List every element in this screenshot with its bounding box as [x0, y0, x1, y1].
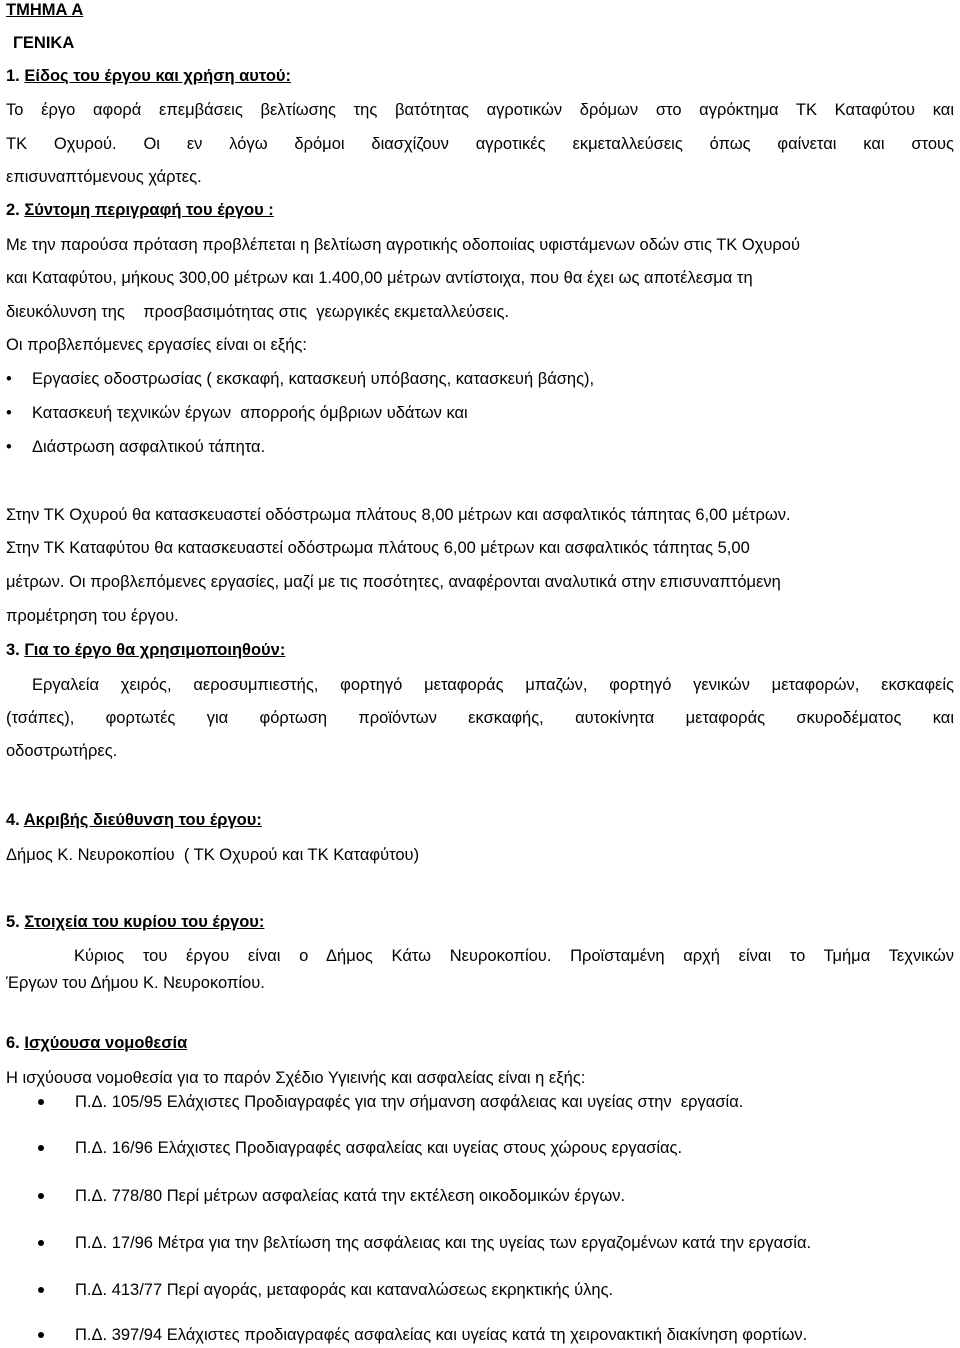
- detail-line: μέτρων. Οι προβλεπόμενες εργασίες, μαζί με τις ποσότητες, αναφέρονται αναλυτικά στην επισυναπτόμενη: [6, 573, 781, 591]
- bullet-icon: [38, 1193, 44, 1199]
- section-4-text: Δήμος Κ. Νευροκοπίου ( ΤΚ Οχυρού και ΤΚ Καταφύτου): [6, 846, 420, 864]
- works-intro: Οι προβλεπόμενες εργασίες είναι οι εξής:: [6, 336, 307, 354]
- bullet-icon: •: [6, 438, 12, 456]
- section-6-intro: Η ισχύουσα νομοθεσία για το παρόν Σχέδιο Υγιεινής και ασφαλείας είναι η εξής:: [6, 1069, 586, 1087]
- section-3-heading: [6, 640, 285, 660]
- law-item: Π.Δ. 397/94 Ελάχιστες προδιαγραφές ασφαλείας και υγείας κατά τη χειρονακτική διακίνηση φορτίων.: [75, 1326, 808, 1344]
- general-heading: ΓΕΝΙΚΑ: [13, 34, 75, 52]
- section-1-line: Το έργο αφορά επεμβάσεις βελτίωσης της βατότητας αγροτικών δρόμων στο αγρόκτημα ΤΚ Καταφύτου και: [6, 101, 954, 119]
- section-3-title: Για το έργο θα χρησιμοποιηθούν:: [24, 641, 286, 659]
- section-4-heading: [6, 810, 262, 830]
- section-5-line: Κύριος του έργου είναι ο Δήμος Κάτω Νευροκοπίου. Προϊσταμένη αρχή είναι το Τμήμα Τεχνικών: [74, 947, 954, 965]
- section-6-title: Ισχύουσα νομοθεσία: [24, 1034, 188, 1052]
- section-1-number: 1.: [6, 67, 20, 85]
- detail-line: προμέτρηση του έργου.: [6, 607, 179, 625]
- work-item: Κατασκευή τεχνικών έργων απορροής όμβριων υδάτων και: [32, 404, 468, 422]
- bullet-icon: [38, 1099, 44, 1105]
- bullet-icon: [38, 1287, 44, 1293]
- section-4-number: 4.: [6, 811, 20, 829]
- detail-line: Στην ΤΚ Οχυρού θα κατασκευαστεί οδόστρωμα πλάτους 8,00 μέτρων και ασφαλτικός τάπητας 6,00 μέτρων.: [6, 506, 791, 524]
- section-3-line: οδοστρωτήρες.: [6, 742, 118, 760]
- section-4-title: Ακριβής διεύθυνση του έργου:: [23, 811, 262, 829]
- section-1-line: επισυναπτόμενους χάρτες.: [6, 168, 202, 186]
- section-2-line: διευκόλυνση της προσβασιμότητας στις γεωργικές εκμεταλλεύσεις.: [6, 303, 510, 321]
- law-item: Π.Δ. 413/77 Περί αγοράς, μεταφοράς και καταναλώσεως εκρηκτικής ύλης.: [75, 1281, 614, 1299]
- detail-line: Στην ΤΚ Καταφύτου θα κατασκευαστεί οδόστρωμα πλάτους 6,00 μέτρων και ασφαλτικός τάπητας 5,00: [6, 539, 750, 557]
- section-6-number: 6.: [6, 1034, 20, 1052]
- section-3-line: Εργαλεία χειρός, αεροσυμπιεστής, φορτηγό μεταφοράς μπαζών, φορτηγό γενικών μεταφορών, εκσκαφείς: [32, 676, 954, 694]
- section-2-line: Με την παρούσα πρόταση προβλέπεται η βελτίωση αγροτικής οδοποιίας υφιστάμενων οδών στις ΤΚ Οχυρού: [6, 236, 800, 254]
- section-2-title: Σύντομη περιγραφή του έργου :: [24, 201, 274, 219]
- section-5-line: Έργων του Δήμου Κ. Νευροκοπίου.: [6, 974, 265, 992]
- bullet-icon: •: [6, 370, 12, 388]
- section-3-number: 3.: [6, 641, 20, 659]
- section-2-number: 2.: [6, 201, 20, 219]
- work-item: Διάστρωση ασφαλτικού τάπητα.: [32, 438, 266, 456]
- section-1-heading: [6, 66, 291, 86]
- section-5-number: 5.: [6, 913, 20, 931]
- section-5-heading: [6, 912, 264, 932]
- section-2-heading: [6, 200, 274, 220]
- bullet-icon: •: [6, 404, 12, 422]
- section-5-title: Στοιχεία του κυρίου του έργου:: [24, 913, 265, 931]
- work-item: Εργασίες οδοστρωσίας ( εκσκαφή, κατασκευή υπόβασης, κατασκευή βάσης),: [32, 370, 595, 388]
- section-1-line: ΤΚ Οχυρού. Οι εν λόγω δρόμοι διασχίζουν αγροτικές εκμεταλλεύσεις όπως φαίνεται και στους: [6, 135, 954, 153]
- bullet-icon: [38, 1145, 44, 1151]
- law-item: Π.Δ. 17/96 Μέτρα για την βελτίωση της ασφάλειας και της υγείας των εργαζομένων κατά την εργασία.: [75, 1234, 812, 1252]
- section-2-line: και Καταφύτου, μήκους 300,00 μέτρων και 1.400,00 μέτρων αντίστοιχα, που θα έχει ως αποτέλεσμα τη: [6, 269, 753, 287]
- section-6-heading: [6, 1033, 187, 1053]
- law-item: Π.Δ. 778/80 Περί μέτρων ασφαλείας κατά την εκτέλεση οικοδομικών έργων.: [75, 1187, 626, 1205]
- law-item: Π.Δ. 16/96 Ελάχιστες Προδιαγραφές ασφαλείας και υγείας στους χώρους εργασίας.: [75, 1139, 683, 1157]
- bullet-icon: [38, 1332, 44, 1338]
- law-item: Π.Δ. 105/95 Ελάχιστες Προδιαγραφές για την σήμανση ασφάλειας και υγείας στην εργασία.: [75, 1093, 744, 1111]
- section-1-title: Είδος του έργου και χρήση αυτού:: [24, 67, 291, 85]
- section-3-line: (τσάπες), φορτωτές για φόρτωση προϊόντων εκσκαφής, αυτοκίνητα μεταφοράς σκυροδέματος και: [6, 709, 954, 727]
- bullet-icon: [38, 1240, 44, 1246]
- section-title: ΤΜΗΜΑ Α: [6, 1, 84, 19]
